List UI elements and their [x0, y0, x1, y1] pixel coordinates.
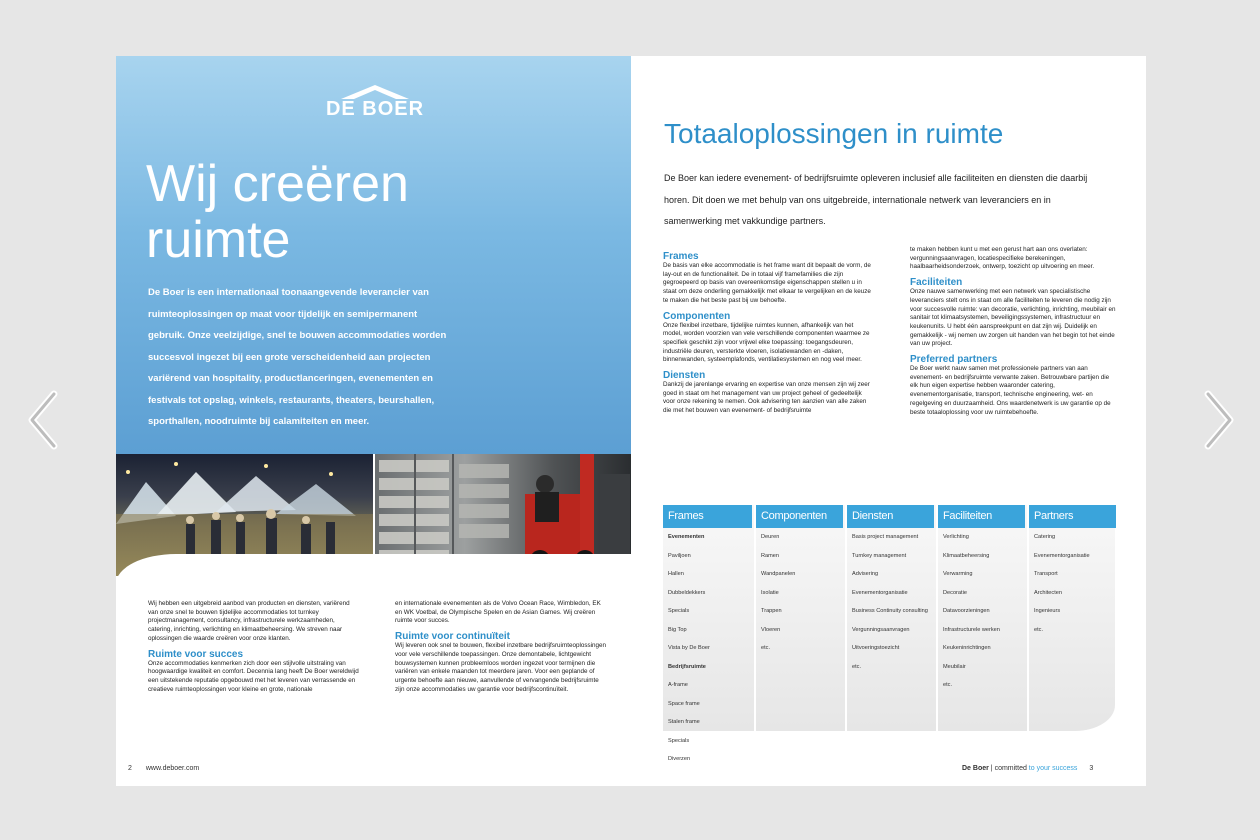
- footer-committed: committed: [994, 765, 1027, 772]
- faciliteiten-text: Onze nauwe samenwerking met een netwerk van specialistische leveranciers stelt ons in staat om alle faciliteiten te leveren die nodig zijn voor succesvolle ruimte: van decoratie, verlichting, inrichting, meubilair en sanitair tot klimaatsystemen, beveiligingssystemen, infrastructuur en keukenunits. U hebt één aanspreekpunt en dat zijn wij. Duidelijk en gemakkelijk - wij nemen uw zorgen uit handen van het begin tot het einde van uw project.: [910, 288, 1116, 348]
- table-cell: Dubbeldekkers: [668, 589, 706, 596]
- table-cell: etc.: [943, 682, 953, 688]
- left-col1-paragraph-1: Wij hebben een uitgebreid aanbod van producten en diensten, variërend van onze snel te bouwen tijdelijke accommodaties tot turnkey projectmanagement, consultancy, infrastructurele werkzaamheden, catering, inrichting, verlichting en klimaatbeheersing. We streven naar oplossingen die waarde creëren voor onze klanten.: [148, 600, 350, 642]
- table-cell: Ramen: [761, 552, 780, 559]
- logo-text: DE BOER: [325, 98, 425, 120]
- page-curve: [116, 554, 631, 584]
- chevron-left-icon: [24, 388, 64, 452]
- heading-faciliteiten: Faciliteiten: [910, 277, 963, 289]
- table-cell: Catering: [1034, 534, 1056, 540]
- hero-banner: [116, 56, 631, 454]
- table-cell: etc.: [1034, 626, 1044, 633]
- table-cell: Transport: [1034, 571, 1058, 577]
- table-cell: Ingenieurs: [1034, 608, 1061, 614]
- diensten-text: Dankzij de jarenlange ervaring en expertise van onze mensen zijn wij zeer goed in staat om het management van uw project geheel of gedeeltelijk voor onze rekening te nemen. Ook advisering ten aanzien van alle zaken die met het bouwen van evenement- of bedrijfsruimte: [663, 381, 870, 415]
- table-cell: Hallen: [668, 571, 684, 577]
- heading-frames: Frames: [663, 251, 699, 262]
- footer-separator: |: [988, 765, 995, 772]
- brochure-spread: [116, 56, 1146, 786]
- right-column-2: [910, 246, 1118, 417]
- hero-intro: De Boer is een internationaal toonaangevende leverancier van ruimteoplossingen op maat voor tijdelijk en semipermanent gebruik. Onze veelzijdige, snel te bouwen accommodaties worden succesvol ingezet bij een grote verscheidenheid aan projecten variërend van hospitality, productlanceringen, evenementen en festivals tot opslag, winkels, restaurants, theaters, beurshallen, sporthallen, noodruimte bij calamiteiten en meer.: [148, 287, 447, 427]
- left-col1-paragraph-2: Onze accommodaties kenmerken zich door een stijlvolle uitstraling van hoogwaardige kwaliteit en comfort. Decennia lang heeft De Boer wereldwijd een uitstekende reputatie opgebouwd met het leveren van verrassende en creatieve ruimteoplossingen voor kleine en grote, nationale: [148, 659, 359, 693]
- table-cell: Big Top: [668, 626, 687, 633]
- previous-page-button[interactable]: [24, 388, 64, 452]
- heading-componenten: Componenten: [663, 310, 731, 322]
- left-footer: [128, 765, 211, 772]
- table-cell: etc.: [761, 645, 771, 651]
- hero-title: [146, 156, 409, 268]
- table-cell: Meubilair: [943, 663, 966, 670]
- table-cell: Isolatie: [761, 589, 779, 596]
- table-cell: Datavoorzieningen: [943, 608, 990, 614]
- overview-table: [663, 505, 1115, 762]
- right-page: [631, 56, 1146, 786]
- left-column-2: [395, 600, 607, 694]
- page-number-left: 2: [128, 765, 132, 772]
- table-cell: Decoratie: [943, 589, 967, 596]
- footer-brand: De Boer: [962, 765, 989, 772]
- hero-title-line2: ruimte: [146, 211, 291, 269]
- table-cell: Paviljoen: [668, 552, 691, 559]
- table-cell: etc.: [852, 663, 862, 670]
- table-column: [936, 505, 1025, 731]
- table-column: [845, 505, 934, 731]
- left-col2-paragraph-2: Wij leveren ook snel te bouwen, flexibel inzetbare bedrijfsruimteoplossingen voor vele verschillende toepassingen. Onze demontabele, lichtgewicht bouwsystemen kunnen probleemloos worden ingezet voor termijnen die variëren van enkele maanden tot meerdere jaren. Voor een geplande of urgente behoefte aan nieuwe, aanvullende of vervangende bedrijfsruimte zijn onze accommodaties uw garantie voor bedrijfscontinuïteit.: [395, 642, 607, 693]
- table-cell: A-frame: [668, 682, 688, 688]
- table-header: Frames: [663, 505, 752, 528]
- table-cell: Trappen: [761, 608, 782, 614]
- table-cell: Business Continuity consulting: [852, 608, 928, 614]
- componenten-text: Onze flexibel inzetbare, tijdelijke ruimtes kunnen, afhankelijk van het model, worden voorzien van vele verschillende componenten waarmee ze specifiek geschikt zijn voor vrijwel elke toepassing: toegangsdeuren, industriële deuren, versterkte vloeren, isolatiewanden en -daken, binnenwanden, systeemplafonds, ventilatiesystemen en nog veel meer.: [663, 321, 870, 364]
- table-cell: Verlichting: [943, 534, 969, 540]
- table-cell: Vista by De Boer: [668, 645, 710, 651]
- left-page: [116, 56, 631, 786]
- footer-tagline: to your success: [1026, 765, 1078, 772]
- brand-logo: [316, 84, 434, 121]
- table-cell: Specials: [668, 737, 690, 744]
- table-cell: Keukeninrichtingen: [943, 645, 991, 651]
- table-header: Componenten: [756, 505, 843, 528]
- table-cell: Diverzen: [668, 756, 691, 762]
- page-number-right: 3: [1089, 765, 1094, 772]
- heading-diensten: Diensten: [663, 370, 706, 382]
- table-cell: Specials: [668, 608, 690, 614]
- table-cell: Vloeren: [761, 626, 781, 633]
- table-cell: Evenementen: [668, 534, 705, 540]
- table-cell: Klimaatbeheersing: [943, 552, 990, 559]
- table-cell: Advisering: [852, 571, 879, 577]
- heading-ruimte-voor-succes: Ruimte voor succes: [148, 648, 244, 660]
- table-cell: Vergunningsaanvragen: [852, 626, 910, 633]
- left-col2-paragraph-1: en internationale evenementen als de Volvo Ocean Race, Wimbledon, EK en WK Voetbal, de Olympische Spelen en de Asian Games. Wij creëren ruimte voor succes.: [395, 600, 601, 625]
- table-cell: Infrastructurele werken: [943, 626, 1000, 633]
- right-page-title: Totaaloplossingen in ruimte: [664, 118, 1004, 149]
- heading-preferred-partners: Preferred partners: [910, 354, 998, 366]
- table-cell: Verwarming: [943, 571, 973, 577]
- table-cell: Space frame: [668, 700, 700, 707]
- right-intro: De Boer kan iedere evenement- of bedrijfsruimte opleveren inclusief alle faciliteiten en diensten die daarbij horen. Dit doen we met behulp van ons uitgebreide, internationale netwerk van leveranciers en in samenwerking met vakkundige partners.: [664, 173, 1088, 226]
- table-cell: Uitvoeringstoezicht: [852, 645, 900, 651]
- left-column-1: [148, 600, 360, 694]
- website-link[interactable]: www.deboer.com: [145, 765, 200, 772]
- table-cell: Basis project management: [852, 534, 919, 540]
- table-header: Partners: [1029, 505, 1116, 528]
- frames-text: De basis van elke accommodatie is het frame want dit bepaalt de vorm, de lay-out en de functionaliteit. De in totaal vijf framefamilies die zijn gegroepeerd op basis van overeenkomstige eigenschappen stellen u in staat om deze onderling gemakkelijk met elkaar te vergelijken en de keuze te maken die het beste past bij uw behoefte.: [663, 262, 871, 304]
- right-footer: [962, 765, 1093, 772]
- right-column-1: [663, 246, 871, 416]
- heading-ruimte-voor-continuiteit: Ruimte voor continuïteit: [395, 631, 510, 643]
- table-header: Faciliteiten: [938, 505, 1025, 528]
- table-cell: Architecten: [1034, 589, 1062, 596]
- partners-text: De Boer werkt nauw samen met professionele partners van aan evenement- en bedrijfsruimte verwante zaken. Betrouwbare partijen die elk hun eigen expertise hebben waaronder catering, evenementorganisatie, transport, technische engineering, wet- en regelgeving en duurzaamheid. Ons waardenetwerk is uw garantie op de beste totaaloplossing voor uw ruimtebehoefte.: [910, 365, 1111, 416]
- table-cell: Stalen frame: [668, 719, 700, 725]
- table-cell: Deuren: [761, 534, 780, 540]
- hero-title-line1: Wij creëren: [146, 155, 409, 213]
- table-column: [1027, 505, 1116, 731]
- table-cell: Bedrijfsruimte: [668, 663, 706, 670]
- next-page-button[interactable]: [1198, 388, 1238, 452]
- table-cell: Wandpanelen: [761, 571, 796, 577]
- table-cell: Evenementorganisatie: [852, 589, 908, 596]
- table-cell: Turnkey management: [852, 552, 907, 559]
- chevron-right-icon: [1198, 388, 1238, 452]
- table-column: [663, 505, 752, 762]
- table-header: Diensten: [847, 505, 934, 528]
- table-column: [754, 505, 843, 731]
- diensten-text-continued: te maken hebben kunt u met een gerust hart aan ons overlaten: vergunningsaanvragen, locatiespecifieke berekeningen, haalbaarheidsonderzoek, ontwerp, toezicht op uitvoering en meer.: [910, 246, 1095, 271]
- table-cell: Evenementorganisatie: [1034, 552, 1090, 559]
